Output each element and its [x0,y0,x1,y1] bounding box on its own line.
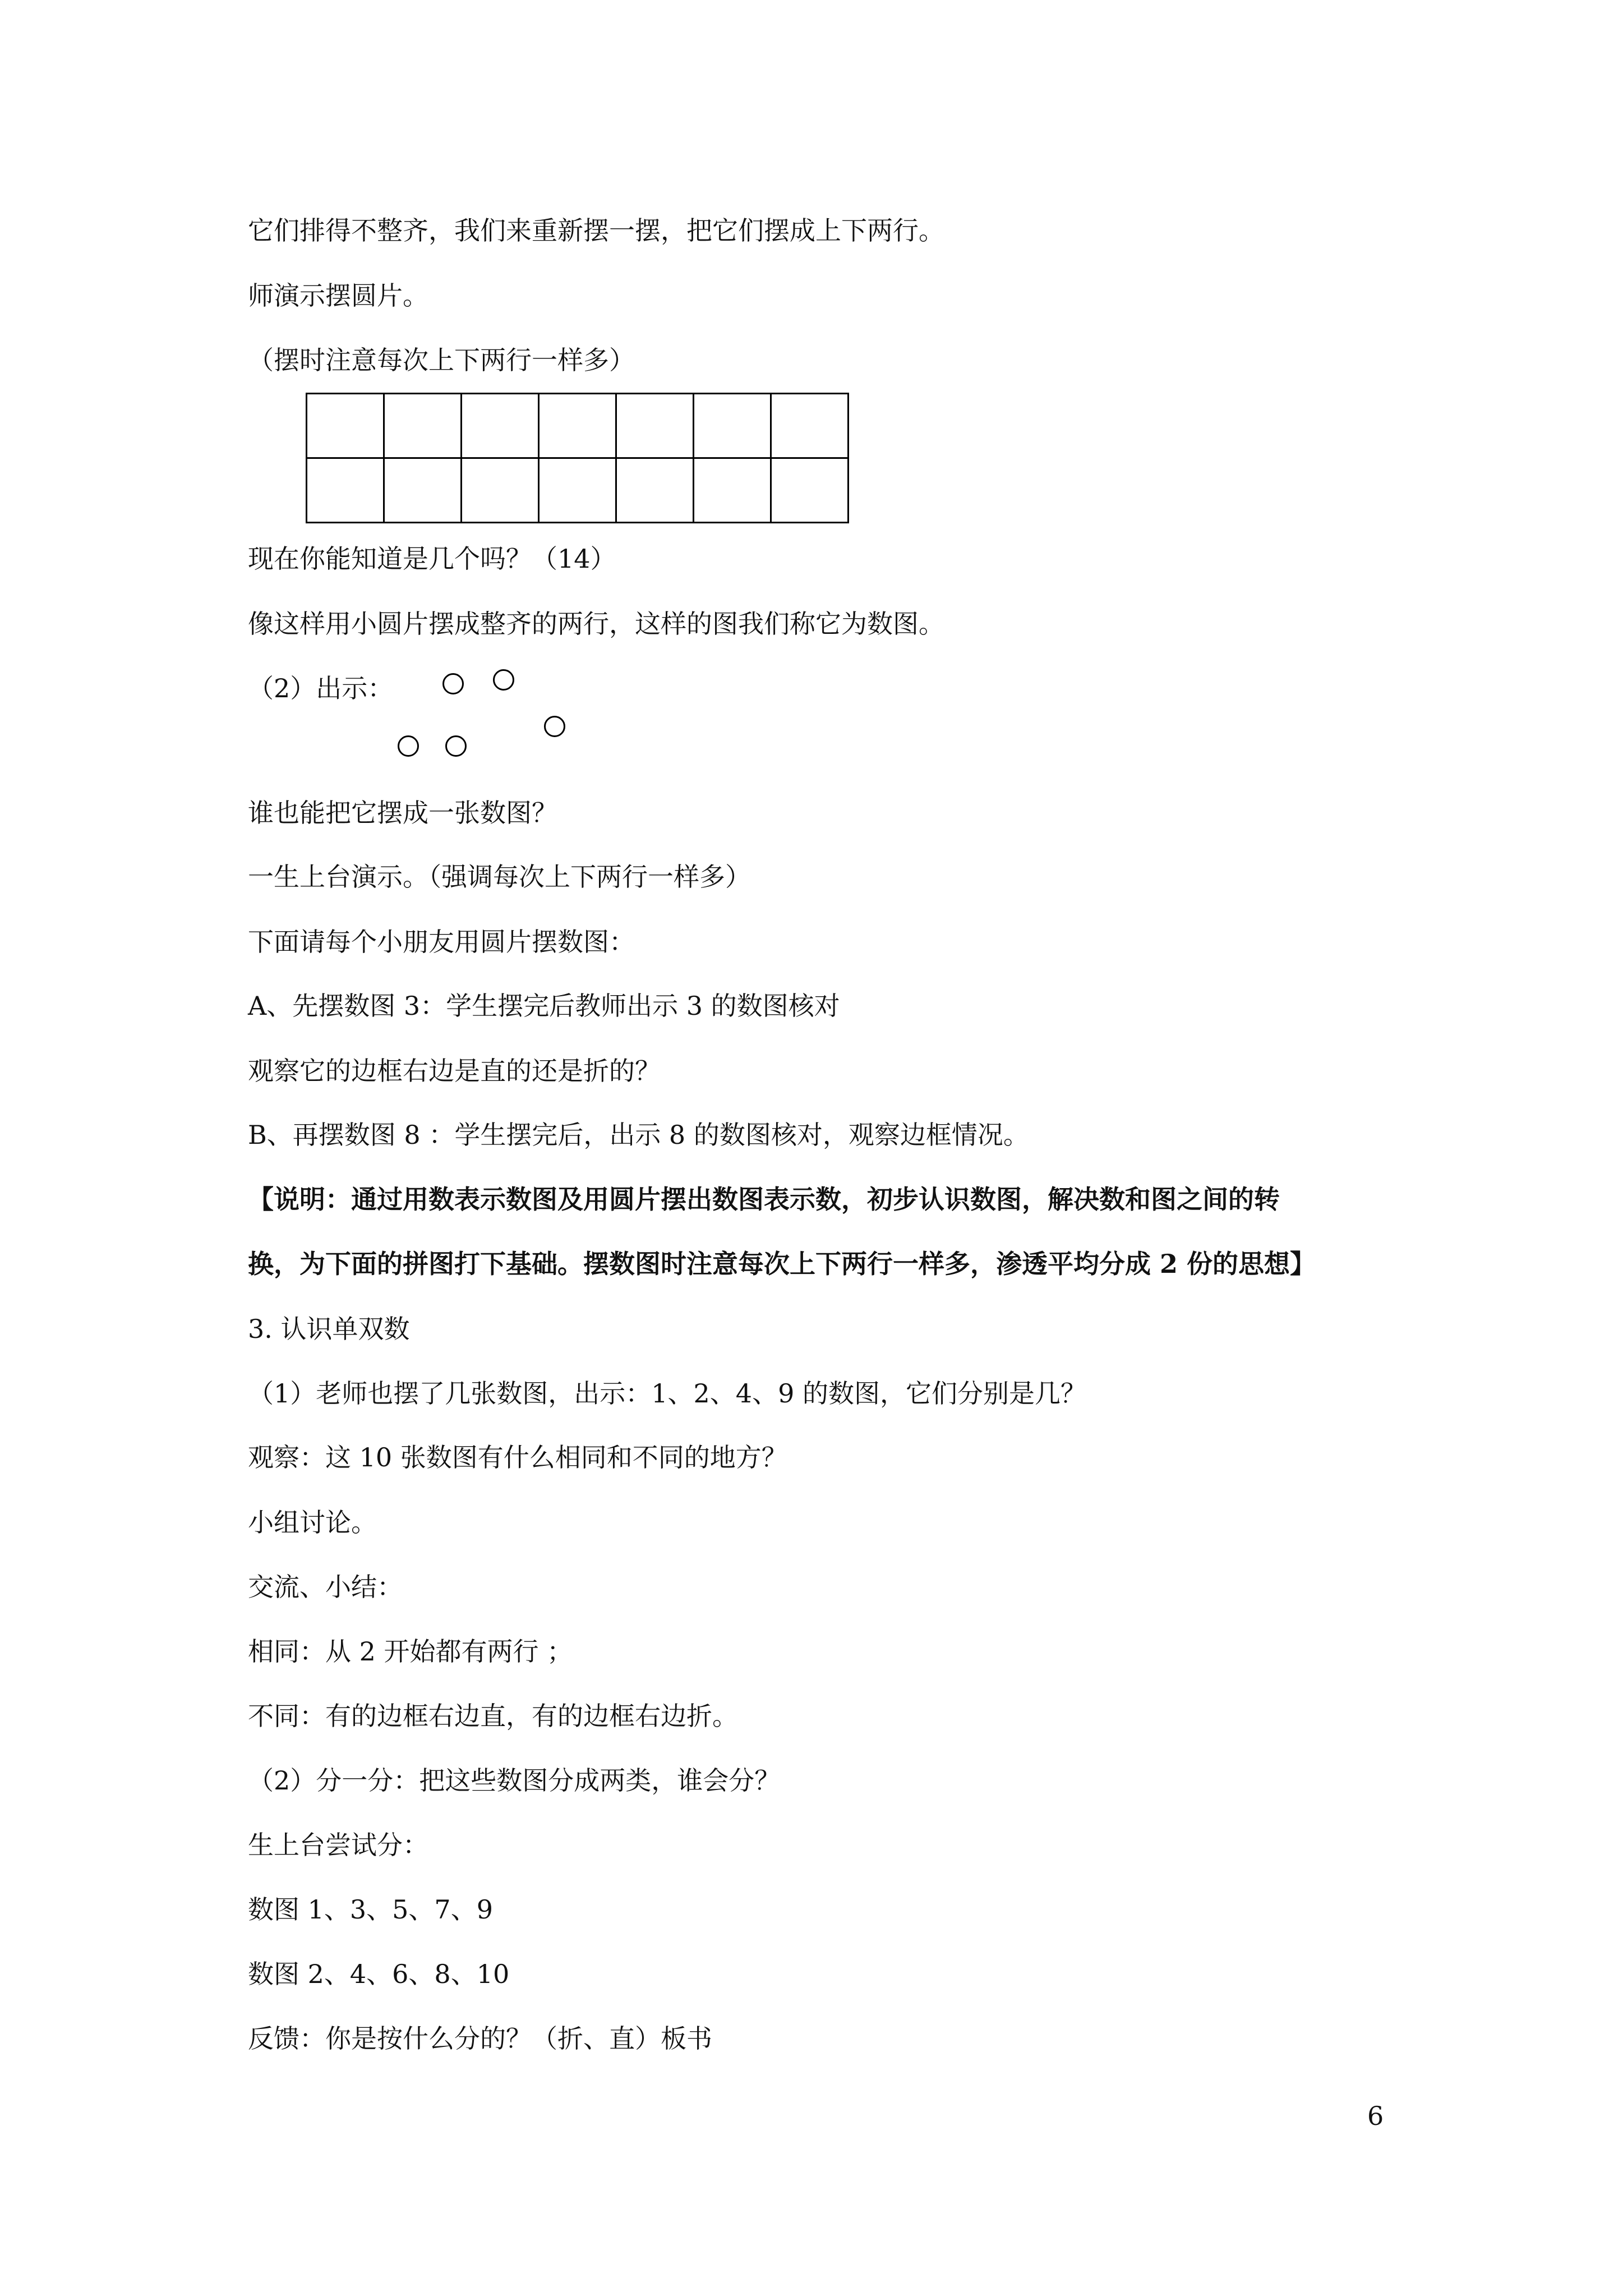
disc-icon [445,735,467,757]
disc-icon [493,669,514,691]
text-line-14: 观察：这 10 张数图有什么相同和不同的地方？ [248,1442,787,1473]
text-line-4: 现在你能知道是几个吗？（14） [248,544,616,574]
grid-cell [772,394,849,459]
text-line-16: 交流、小结： [248,1572,403,1602]
grid-cell [540,394,617,459]
text-line-20: 生上台尝试分： [248,1830,428,1860]
text-line-17: 相同：从 2 开始都有两行 ； [248,1636,573,1667]
text-line-5: 像这样用小圆片摆成整齐的两行，这样的图我们称它为数图。 [248,609,944,639]
text-line-18: 不同：有的边框右边直，有的边框右边折。 [248,1701,738,1731]
disc-icon [544,716,565,737]
grid-cell [617,394,694,459]
text-line-7: 谁也能把它摆成一张数图？ [248,798,557,828]
two-row-number-grid [306,393,849,523]
text-line-1: 它们排得不整齐，我们来重新摆一摆，把它们摆成上下两行。 [248,215,944,246]
page-number: 6 [1367,2101,1384,2131]
grid-cell [694,394,772,459]
text-line-23: 反馈：你是按什么分的？（折、直）板书 [248,2023,712,2054]
grid-cell [385,394,462,459]
text-line-10: A、先摆数图 3：学生摆完后教师出示 3 的数图核对 [248,991,840,1021]
grid-cell [617,459,694,523]
text-line-3: （摆时注意每次上下两行一样多） [248,345,635,375]
text-line-22: 数图 2、4、6、8、10 [248,1959,510,1989]
text-line-12: B、再摆数图 8 ：学生摆完后，出示 8 的数图核对，观察边框情况。 [248,1120,1029,1150]
grid-cell [385,459,462,523]
text-line-11: 观察它的边框右边是直的还是折的？ [248,1056,661,1086]
text-line-21: 数图 1、3、5、7、9 [248,1894,493,1925]
note-line-2: 换，为下面的拼图打下基础。摆数图时注意每次上下两行一样多，渗透平均分成 2 份的思想】 [248,1249,1316,1279]
grid-cell [462,394,540,459]
note-line-1: 【说明：通过用数表示数图及用圆片摆出数图表示数，初步认识数图，解决数和图之间的转 [248,1184,1280,1214]
text-line-6: （2）出示： [248,673,394,703]
disc-icon [398,735,419,757]
section-heading: 3. 认识单双数 [248,1314,410,1344]
text-line-19: （2）分一分：把这些数图分成两类，谁会分？ [248,1765,781,1796]
grid-cell [307,394,385,459]
text-line-2: 师演示摆圆片。 [248,280,428,311]
grid-cell [772,459,849,523]
grid-cell [694,459,772,523]
text-line-13: （1）老师也摆了几张数图，出示：1、2、4、9 的数图，它们分别是几？ [248,1378,1086,1409]
text-line-9: 下面请每个小朋友用圆片摆数图： [248,927,635,957]
disc-icon [442,673,464,694]
grid-cell [307,459,385,523]
grid-cell [540,459,617,523]
grid-cell [462,459,540,523]
text-line-15: 小组讨论。 [248,1507,377,1538]
text-line-8: 一生上台演示。（强调每次上下两行一样多） [248,862,751,892]
